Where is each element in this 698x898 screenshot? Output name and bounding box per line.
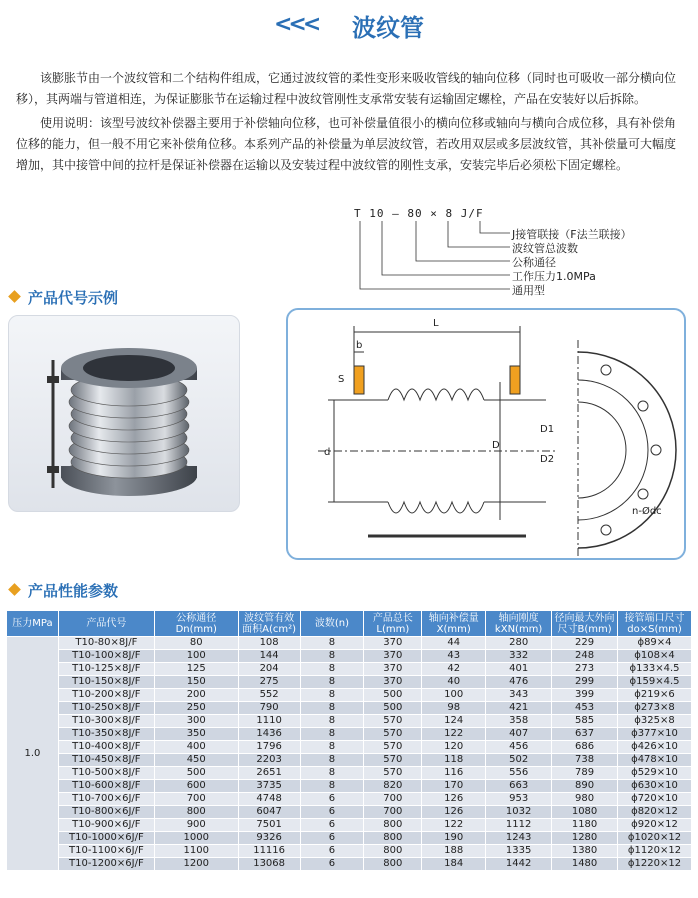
- table-cell: 570: [364, 715, 422, 728]
- table-cell: 700: [364, 806, 422, 819]
- table-cell: 43: [422, 650, 486, 663]
- col-header: 公称通径Dn(mm): [154, 611, 238, 637]
- table-cell: 358: [486, 715, 552, 728]
- table-cell: 980: [552, 793, 618, 806]
- table-cell: 332: [486, 650, 552, 663]
- table-cell: T10-600×8J/F: [58, 780, 154, 793]
- table-cell: 280: [486, 637, 552, 650]
- section-heading-performance: 产品性能参数: [10, 580, 118, 601]
- col-header: 径向最大外向尺寸B(mm): [552, 611, 618, 637]
- table-cell: 250: [154, 702, 238, 715]
- table-cell: 7501: [238, 819, 300, 832]
- table-cell: T10-125×8J/F: [58, 663, 154, 676]
- table-cell: ϕ1120×12: [618, 845, 692, 858]
- model-code-diagram: [330, 207, 690, 297]
- table-cell: 299: [552, 676, 618, 689]
- table-cell: 370: [364, 650, 422, 663]
- dim-label-n-dc: n-Ødc: [632, 506, 662, 517]
- table-cell: 200: [154, 689, 238, 702]
- table-cell: 1380: [552, 845, 618, 858]
- table-row: [7, 715, 692, 728]
- table-cell: ϕ377×10: [618, 728, 692, 741]
- table-cell: T10-250×8J/F: [58, 702, 154, 715]
- code-label-diameter: 公称通径: [512, 256, 556, 269]
- table-cell: ϕ1020×12: [618, 832, 692, 845]
- table-cell: 8: [300, 637, 364, 650]
- table-cell: T10-900×6J/F: [58, 819, 154, 832]
- spec-table-body: [7, 637, 692, 871]
- table-cell: 8: [300, 728, 364, 741]
- table-cell: 170: [422, 780, 486, 793]
- code-label-connection: J接管联接（F法兰联接）: [512, 228, 632, 241]
- table-cell: 80: [154, 637, 238, 650]
- table-cell: 120: [422, 741, 486, 754]
- table-cell: 1110: [238, 715, 300, 728]
- table-cell: 1436: [238, 728, 300, 741]
- table-cell: 9326: [238, 832, 300, 845]
- table-cell: ϕ89×4: [618, 637, 692, 650]
- table-cell: 500: [364, 689, 422, 702]
- table-cell: 204: [238, 663, 300, 676]
- table-cell: ϕ325×8: [618, 715, 692, 728]
- intro-paragraph-2: 使用说明：该型号波纹补偿器主要用于补偿轴向位移，也可补偿量值很小的横向位移或轴向与横向合成位移，具有补偿角位移的能力，但一般不用它来补偿角位移。本系列产品的补偿量为单层波纹管，若改用双层或多层波纹管，其补偿量可大幅度增加，其中接管中间的拉杆是保证补偿器在运输以及安装过程中波纹管的刚性支承，安装完毕后必须松下固定螺栓。: [16, 116, 677, 172]
- diamond-bullet-icon: [8, 290, 21, 303]
- table-cell: 500: [154, 767, 238, 780]
- table-cell: 700: [364, 793, 422, 806]
- table-cell: 8: [300, 676, 364, 689]
- table-cell: 370: [364, 637, 422, 650]
- table-row: [7, 767, 692, 780]
- table-cell: 4748: [238, 793, 300, 806]
- table-cell: 890: [552, 780, 618, 793]
- table-cell: 6: [300, 793, 364, 806]
- table-cell: 1796: [238, 741, 300, 754]
- table-cell: T10-700×6J/F: [58, 793, 154, 806]
- table-cell: 125: [154, 663, 238, 676]
- technical-drawing-svg: [288, 310, 686, 560]
- table-cell: ϕ720×10: [618, 793, 692, 806]
- table-cell: T10-1200×6J/F: [58, 858, 154, 871]
- table-cell: 6: [300, 858, 364, 871]
- table-cell: 570: [364, 728, 422, 741]
- table-cell: 40: [422, 676, 486, 689]
- code-label-type: 通用型: [512, 284, 545, 297]
- table-cell: 800: [154, 806, 238, 819]
- table-row: [7, 754, 692, 767]
- table-cell: 663: [486, 780, 552, 793]
- table-cell: 400: [154, 741, 238, 754]
- dim-label-b: b: [356, 340, 363, 351]
- table-cell: 98: [422, 702, 486, 715]
- table-cell: 570: [364, 741, 422, 754]
- table-cell: ϕ478×10: [618, 754, 692, 767]
- table-cell: ϕ273×8: [618, 702, 692, 715]
- table-cell: 6: [300, 819, 364, 832]
- table-cell: 1442: [486, 858, 552, 871]
- table-cell: T10-350×8J/F: [58, 728, 154, 741]
- table-cell: 450: [154, 754, 238, 767]
- table-cell: 8: [300, 663, 364, 676]
- table-cell: 248: [552, 650, 618, 663]
- table-row: [7, 637, 692, 650]
- table-row: [7, 728, 692, 741]
- table-row: [7, 819, 692, 832]
- diamond-bullet-icon: [8, 583, 21, 596]
- table-row: [7, 858, 692, 871]
- dim-label-D1: D1: [540, 424, 555, 435]
- col-header: 产品总长L(mm): [364, 611, 422, 637]
- table-cell: ϕ820×12: [618, 806, 692, 819]
- table-cell: 8: [300, 767, 364, 780]
- table-cell: 1200: [154, 858, 238, 871]
- table-row: [7, 832, 692, 845]
- table-cell: T10-80×8J/F: [58, 637, 154, 650]
- table-cell: T10-200×8J/F: [58, 689, 154, 702]
- table-cell: 900: [154, 819, 238, 832]
- table-cell: 229: [552, 637, 618, 650]
- table-cell: 790: [238, 702, 300, 715]
- table-cell: 456: [486, 741, 552, 754]
- table-cell: 6: [300, 806, 364, 819]
- table-cell: 8: [300, 780, 364, 793]
- table-cell: 300: [154, 715, 238, 728]
- table-cell: 8: [300, 650, 364, 663]
- table-cell: 800: [364, 819, 422, 832]
- table-cell: ϕ219×6: [618, 689, 692, 702]
- table-cell: 8: [300, 715, 364, 728]
- table-row: [7, 793, 692, 806]
- table-cell: 502: [486, 754, 552, 767]
- page-header: [0, 6, 698, 40]
- table-row: [7, 845, 692, 858]
- table-cell: 108: [238, 637, 300, 650]
- table-cell: 421: [486, 702, 552, 715]
- dim-label-L: L: [433, 318, 439, 329]
- bellows-illustration: [9, 316, 240, 512]
- table-cell: 13068: [238, 858, 300, 871]
- table-cell: 476: [486, 676, 552, 689]
- table-cell: T10-1000×6J/F: [58, 832, 154, 845]
- table-cell: 1000: [154, 832, 238, 845]
- col-header: 产品代号: [58, 611, 154, 637]
- table-cell: 820: [364, 780, 422, 793]
- table-cell: 8: [300, 754, 364, 767]
- table-cell: T10-100×8J/F: [58, 650, 154, 663]
- table-cell: 116: [422, 767, 486, 780]
- table-cell: ϕ529×10: [618, 767, 692, 780]
- table-row: [7, 741, 692, 754]
- table-cell: 1335: [486, 845, 552, 858]
- table-cell: 118: [422, 754, 486, 767]
- table-cell: ϕ159×4.5: [618, 676, 692, 689]
- chevron-left-icon: <<<: [274, 12, 318, 37]
- table-cell: 8: [300, 702, 364, 715]
- table-cell: T10-300×8J/F: [58, 715, 154, 728]
- table-cell: 738: [552, 754, 618, 767]
- table-cell: T10-500×8J/F: [58, 767, 154, 780]
- table-cell: 8: [300, 689, 364, 702]
- table-cell: T10-800×6J/F: [58, 806, 154, 819]
- table-cell: 350: [154, 728, 238, 741]
- table-cell: 42: [422, 663, 486, 676]
- table-cell: T10-400×8J/F: [58, 741, 154, 754]
- model-code-string: T 10 – 80 × 8 J/F: [354, 207, 484, 220]
- table-cell: 700: [154, 793, 238, 806]
- table-cell: 1180: [552, 819, 618, 832]
- table-cell: 190: [422, 832, 486, 845]
- code-label-pressure: 工作压力1.0MPa: [512, 270, 596, 283]
- table-row: [7, 663, 692, 676]
- table-cell: 126: [422, 793, 486, 806]
- table-cell: 100: [422, 689, 486, 702]
- table-cell: 399: [552, 689, 618, 702]
- table-cell: 122: [422, 728, 486, 741]
- table-cell: 600: [154, 780, 238, 793]
- table-cell: 6047: [238, 806, 300, 819]
- table-cell: 370: [364, 663, 422, 676]
- model-code-leader-lines: [330, 207, 690, 297]
- table-cell: ϕ108×4: [618, 650, 692, 663]
- table-cell: T10-150×8J/F: [58, 676, 154, 689]
- table-cell: 126: [422, 806, 486, 819]
- table-cell: 1280: [552, 832, 618, 845]
- table-cell: 184: [422, 858, 486, 871]
- col-header: 接管端口尺寸do×S(mm): [618, 611, 692, 637]
- col-header: 波数(n): [300, 611, 364, 637]
- table-row: [7, 702, 692, 715]
- page-title: 波纹管: [352, 14, 424, 42]
- table-cell: 686: [552, 741, 618, 754]
- dim-label-D2: D2: [540, 454, 555, 465]
- table-cell: 1080: [552, 806, 618, 819]
- table-cell: ϕ426×10: [618, 741, 692, 754]
- table-cell: 570: [364, 754, 422, 767]
- table-cell: 453: [552, 702, 618, 715]
- table-cell: 124: [422, 715, 486, 728]
- table-cell: 1480: [552, 858, 618, 871]
- col-header: 压力MPa: [7, 611, 59, 637]
- table-cell: ϕ630×10: [618, 780, 692, 793]
- table-cell: 6: [300, 832, 364, 845]
- table-cell: 556: [486, 767, 552, 780]
- table-cell: 570: [364, 767, 422, 780]
- table-cell: 789: [552, 767, 618, 780]
- table-cell: 800: [364, 858, 422, 871]
- section-heading-example: 产品代号示例: [10, 287, 118, 308]
- table-cell: 585: [552, 715, 618, 728]
- table-cell: 1032: [486, 806, 552, 819]
- table-cell: T10-1100×6J/F: [58, 845, 154, 858]
- dim-label-D: D: [492, 440, 500, 451]
- table-cell: ϕ133×4.5: [618, 663, 692, 676]
- table-cell: 500: [364, 702, 422, 715]
- table-cell: 275: [238, 676, 300, 689]
- table-cell: 401: [486, 663, 552, 676]
- table-cell: 407: [486, 728, 552, 741]
- table-cell: 800: [364, 832, 422, 845]
- table-cell: 2651: [238, 767, 300, 780]
- table-cell: 3735: [238, 780, 300, 793]
- table-cell: 343: [486, 689, 552, 702]
- intro-paragraph-1: 该膨胀节由一个波纹管和二个结构件组成，它通过波纹管的柔性变形来吸收管线的轴向位移（同时也可吸收一部分横向位移），其两端与管道相连，为保证膨胀节在运输过程中波纹管刚性支承常安装有运输固定螺栓，产品在安装好以后拆除。: [16, 71, 677, 106]
- table-cell: 552: [238, 689, 300, 702]
- table-cell: 370: [364, 676, 422, 689]
- spec-table: [6, 610, 692, 871]
- table-cell: 8: [300, 741, 364, 754]
- code-label-waves: 波纹管总波数: [512, 242, 578, 255]
- col-header: 波纹管有效面积A(cm²): [238, 611, 300, 637]
- table-cell: 273: [552, 663, 618, 676]
- dim-label-S: S: [338, 374, 345, 385]
- technical-drawing: [286, 308, 686, 560]
- table-cell: 800: [364, 845, 422, 858]
- table-cell: 1243: [486, 832, 552, 845]
- table-cell: 100: [154, 650, 238, 663]
- table-cell: T10-450×8J/F: [58, 754, 154, 767]
- table-cell: 122: [422, 819, 486, 832]
- dim-label-d: d: [324, 447, 331, 458]
- table-cell: 144: [238, 650, 300, 663]
- spec-table-header-row: [7, 611, 692, 637]
- table-cell: 2203: [238, 754, 300, 767]
- table-cell: 6: [300, 845, 364, 858]
- pressure-cell: 1.0: [7, 637, 59, 871]
- col-header: 轴向刚度kXN(mm): [486, 611, 552, 637]
- product-photo: [8, 315, 240, 512]
- table-cell: 1100: [154, 845, 238, 858]
- table-cell: ϕ920×12: [618, 819, 692, 832]
- table-cell: 44: [422, 637, 486, 650]
- table-row: [7, 806, 692, 819]
- col-header: 轴向补偿量X(mm): [422, 611, 486, 637]
- table-row: [7, 689, 692, 702]
- table-cell: ϕ1220×12: [618, 858, 692, 871]
- table-cell: 188: [422, 845, 486, 858]
- table-row: [7, 650, 692, 663]
- table-row: [7, 676, 692, 689]
- table-row: [7, 780, 692, 793]
- table-cell: 150: [154, 676, 238, 689]
- table-cell: 953: [486, 793, 552, 806]
- table-cell: 11116: [238, 845, 300, 858]
- intro-text: [16, 68, 682, 179]
- table-cell: 1112: [486, 819, 552, 832]
- table-cell: 637: [552, 728, 618, 741]
